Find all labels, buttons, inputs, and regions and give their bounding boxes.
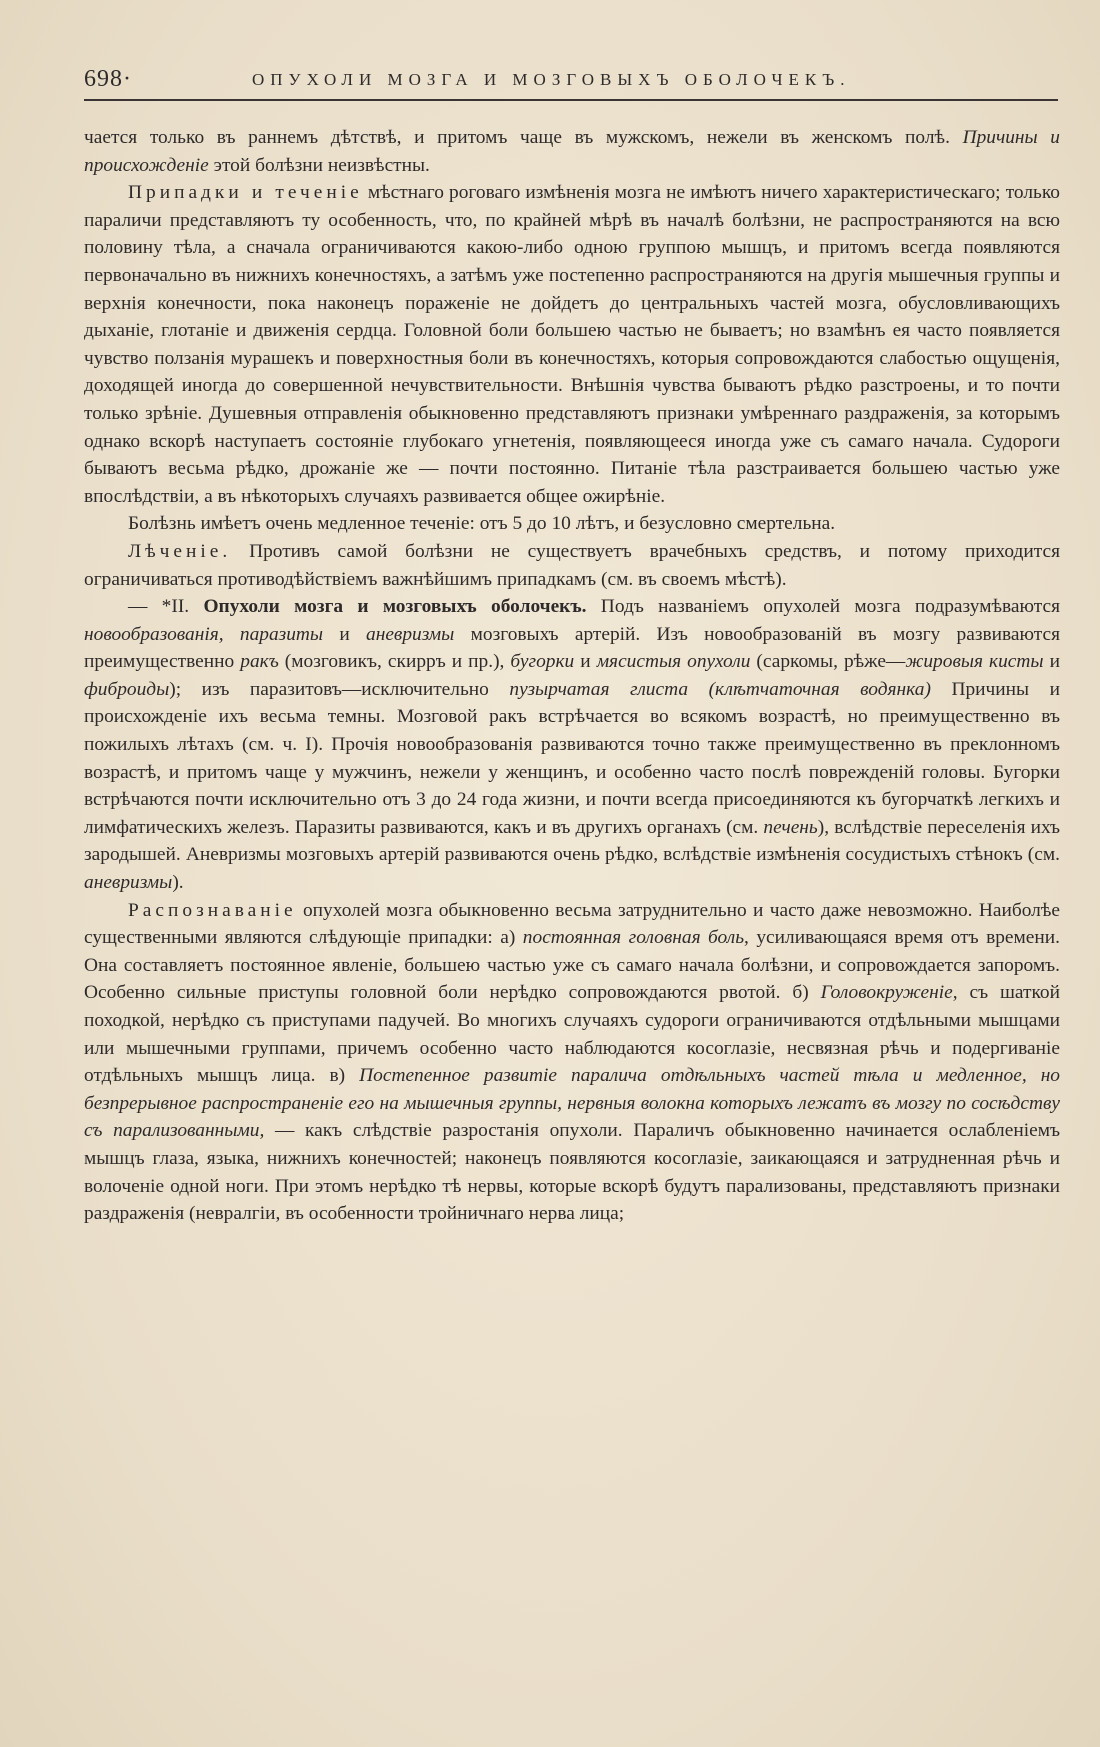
- paragraph: [84, 897, 1060, 1228]
- text-run: ).: [172, 872, 184, 894]
- italic-term: печень: [763, 816, 818, 838]
- italic-term: постоянная головная боль: [522, 927, 745, 949]
- italic-term: фиброиды: [84, 678, 170, 700]
- spaced-heading: Припадки и теченіе: [128, 182, 363, 204]
- italic-term: новообразованія, паразиты: [84, 623, 324, 645]
- italic-term: мясистыя опухоли: [596, 651, 751, 673]
- text-run: этой болѣзни неизвѣстны.: [208, 154, 430, 176]
- text-run: Болѣзнь имѣетъ очень медленное теченіе: отъ 5 до 10 лѣтъ, и безусловно смертельна.: [128, 513, 836, 535]
- paragraph: [84, 179, 1060, 510]
- paragraph: [84, 593, 1060, 897]
- text-run: и: [323, 623, 366, 645]
- text-run: чается только въ раннемъ дѣтствѣ, и притомъ чаще въ мужскомъ, нежели въ женскомъ полѣ.: [84, 127, 963, 148]
- text-run: — *II.: [128, 596, 204, 618]
- text-run: , съ шаткой походкой, нерѣдко съ приступами падучей. Во многихъ случаяхъ судороги ограничиваются отдѣльными мышцами или мышечными группами, причемъ особенно часто наблюдаются косоглазіе, несвязная рѣчь и подергиваніе отдѣльныхъ мышцъ лица. в): [84, 982, 1060, 1087]
- spaced-heading: Лѣченіе.: [128, 540, 232, 562]
- text-run: , усиливающаяся время отъ времени. Она составляетъ постоянное явленіе, большею частью уже съ самаго начала болѣзни, и сопровождается запоромъ. Особенно сильные приступы головной боли нерѣдко сопровождаются рвотой. б): [84, 927, 1061, 1004]
- text-run: (саркомы, рѣже—: [750, 651, 906, 673]
- text-run: Противъ самой болѣзни не существуетъ врачебныхъ средствъ, и потому приходится ограничиваться противодѣйствіемъ важнѣйшимъ припадкамъ (см. въ своемъ мѣстѣ).: [84, 540, 1060, 590]
- page-number: 698·: [84, 66, 132, 92]
- header-rule: [84, 99, 1058, 101]
- paragraph: [84, 510, 1060, 538]
- paragraph: [84, 124, 1060, 179]
- text-run: и: [574, 651, 597, 673]
- running-header: [84, 58, 1058, 98]
- running-title: ОПУХОЛИ МОЗГА И МОЗГОВЫХЪ ОБОЛОЧЕКЪ.: [252, 70, 851, 89]
- bold-heading: Опухоли мозга и мозговыхъ оболочекъ.: [203, 596, 587, 618]
- text-run: (мозговикъ, скирръ и пр.),: [278, 651, 511, 673]
- italic-term: пузырчатая глиста (клѣтчаточная водянка): [509, 678, 931, 700]
- italic-term: аневризмы: [84, 872, 173, 894]
- text-run: мѣстнаго роговаго измѣненія мозга не имѣютъ ничего характеристическаго; только параличи представляютъ ту особенность, что, по крайней мѣрѣ въ началѣ болѣзни, не распространяются на всю половину тѣла, а сначала ограничиваются какою-либо одною группою мышцъ, и притомъ всегда появляются первоначально въ нижнихъ конечностяхъ, а затѣмъ уже постепенно распространяются на другія мышечныя группы и верхнія конечности, пока наконецъ пораженіе не дойдетъ до центральныхъ частей мозга, обусловливающихъ дыханіе, глотаніе и движенія сердца. Головной боли большею частью не бываетъ; но взамѣнъ ея часто появляется чувство ползанія мурашекъ и поверхностныя боли въ конечностяхъ, которыя сопровождаются слабостью ощущенія, доходящей иногда до совершенной нечувствительности. Внѣшнія чувства бываютъ рѣдко разстроены, и то почти только зрѣніе. Душевныя отправленія обыкновенно представляютъ признаки умѣреннаго раздраженія, за которымъ однако вскорѣ наступаетъ состояніе глубокаго угнетенія, появляющееся иногда уже съ самаго начала. Судороги бываютъ весьма рѣдко, дрожаніе же — почти постоянно. Питаніе тѣла разстраивается большею частью уже впослѣдствіи, а въ нѣкоторыхъ случаяхъ развивается общее ожирѣніе.: [84, 182, 1060, 507]
- italic-term: Головокруженіе: [820, 982, 953, 1004]
- paragraph: [84, 538, 1060, 593]
- text-run: Причины и происхожденіе ихъ весьма темны. Мозговой ракъ встрѣчается во всякомъ возрастѣ, но преимущественно въ пожилыхъ лѣтахъ (см. ч. I). Прочія новообразованія развиваются точно также преимущественно въ преклонномъ возрастѣ, и притомъ чаще у мужчинъ, нежели у женщинъ, и особенно часто послѣ поврежденій головы. Бугорки встрѣчаются почти исключительно отъ 3 до 24 года жизни, и почти всегда присоединяются къ бугорчаткѣ легкихъ и лимфатическихъ железъ. Паразиты развиваются, какъ и въ другихъ органахъ (см.: [84, 678, 1060, 838]
- text-run: ); изъ паразитовъ—исключительно: [169, 678, 510, 700]
- italic-term: бугорки: [510, 651, 575, 673]
- spaced-heading: Распознаваніе: [128, 899, 297, 921]
- text-run: — какъ слѣдствіе разростанія опухоли. Параличъ обыкновенно начинается ослабленіемъ мышцъ глаза, языка, нижнихъ конечностей; наконецъ появляются косоглазіе, заикающаяся и затрудненная рѣчь и волоченіе одной ноги. При этомъ нерѣдко тѣ нервы, которые вскорѣ будутъ парализованы, представляютъ признаки раздраженія (невралгіи, въ особенности тройничнаго нерва лица;: [84, 1120, 1060, 1225]
- body-text: [84, 124, 1060, 1228]
- text-run: опухолей мозга обыкновенно весьма затруднительно и часто даже невозможно. Наиболѣе существенными являются слѣдующіе припадки: а): [84, 899, 1060, 949]
- italic-term: Причины и происхожденіе: [84, 127, 1060, 176]
- italic-term: жировыя кисты: [905, 651, 1044, 673]
- text-run: ), вслѣдствіе переселенія ихъ зародышей. Аневризмы мозговыхъ артерій развиваются очень рѣдко, вслѣдствіе измѣненія сосудистыхъ стѣнокъ (см.: [84, 816, 1060, 866]
- italic-term: Постепенное развитіе паралича отдѣльныхъ частей тѣла и медленное, но безпрерывное распространеніе его на мышечныя группы, нервныя волокна которыхъ лежатъ въ мозгу по сосѣдству съ парализованными,: [84, 1065, 1061, 1142]
- text-run: мозговыхъ артерій. Изъ новообразованій въ мозгу развиваются преимущественно: [84, 623, 1060, 673]
- text-run: Подъ названіемъ опухолей мозга подразумѣваются: [586, 596, 1061, 618]
- italic-term: ракъ: [240, 651, 279, 673]
- italic-term: аневризмы: [366, 623, 455, 645]
- text-run: и: [1043, 651, 1060, 673]
